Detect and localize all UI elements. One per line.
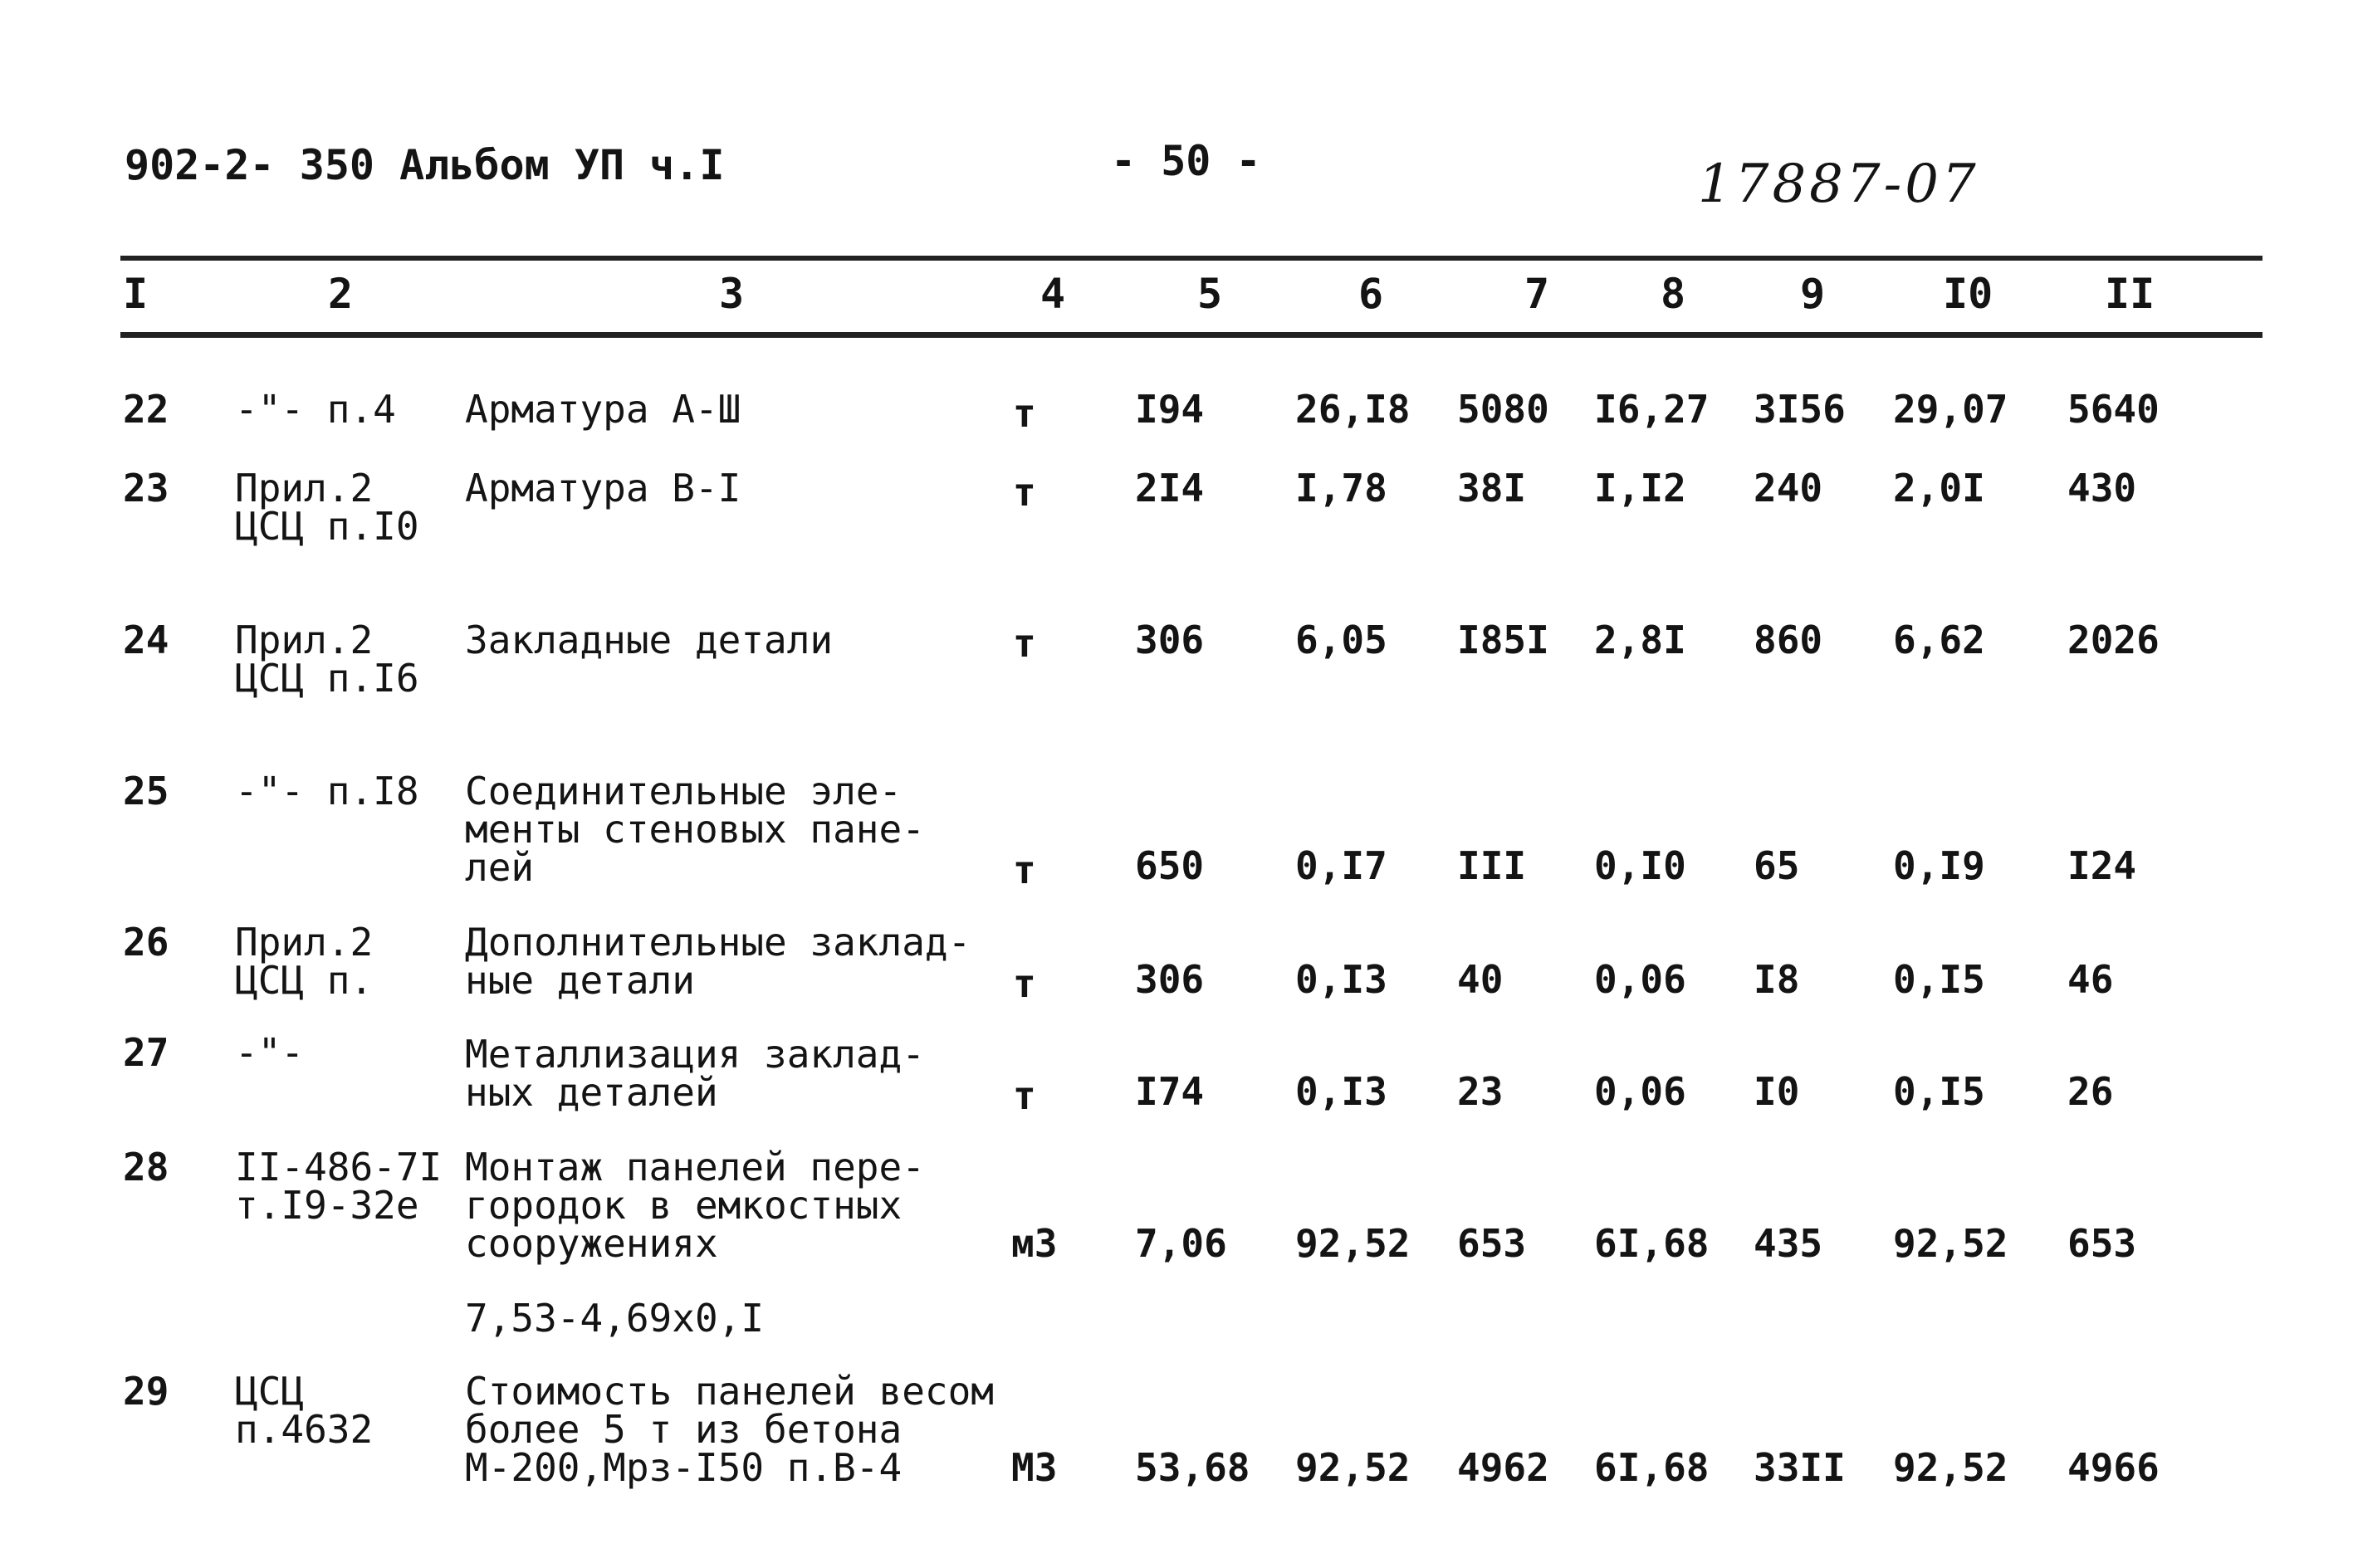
row-29-col5: 53,68	[1135, 1445, 1250, 1490]
row-24-col6: 6,05	[1295, 618, 1387, 662]
row-22-col11: 5640	[2067, 387, 2160, 432]
row-27-col10: 0,I5	[1893, 1069, 1985, 1114]
row-26-col11: 46	[2067, 957, 2114, 1002]
row-23-reference: Прил.2 ЦСЦ п.I0	[235, 466, 419, 549]
row-22-col8: I6,27	[1594, 387, 1710, 432]
row-25-col10: 0,I9	[1893, 843, 1985, 888]
row-28-col11: 653	[2067, 1221, 2137, 1266]
column-header-6: 6	[1358, 270, 1384, 318]
row-29-col7: 4962	[1457, 1445, 1549, 1490]
row-24-col7: I85I	[1457, 618, 1549, 662]
row-27-col6: 0,I3	[1295, 1069, 1387, 1114]
row-29-col10: 92,52	[1893, 1445, 2008, 1490]
row-22-col9: 3I56	[1754, 387, 1846, 432]
row-22-name: Арматура А-Ш	[465, 387, 741, 432]
row-29-col8: 6I,68	[1594, 1445, 1710, 1490]
column-header-10: I0	[1943, 270, 1993, 318]
row-26-col5: 306	[1135, 957, 1205, 1002]
row-22-reference: -"- п.4	[235, 387, 396, 432]
row-29-name: Стоимость панелей весом более 5 т из бетона М-200,Мрз-I50 п.В-4	[465, 1369, 994, 1490]
row-23-unit: т	[1013, 470, 1036, 515]
row-28-name: Монтаж панелей пере- городок в емкостных сооружениях	[465, 1145, 925, 1266]
row-28-col7: 653	[1457, 1221, 1527, 1266]
row-24-unit: т	[1013, 621, 1036, 666]
row-23-col7: 38I	[1457, 466, 1527, 510]
row-24-name: Закладные детали	[465, 618, 834, 662]
row-29-unit: М3	[1011, 1445, 1058, 1490]
row-23-col11: 430	[2067, 466, 2137, 510]
table-top-rule	[120, 256, 2262, 261]
row-29-number: 29	[123, 1369, 169, 1414]
row-25-col9: 65	[1754, 843, 1800, 888]
row-22-col10: 29,07	[1893, 387, 2008, 432]
row-26-name: Дополнительные заклад- ные детали	[465, 920, 971, 1003]
row-24-col10: 6,62	[1893, 618, 1985, 662]
row-25-unit: т	[1013, 848, 1036, 892]
row-27-name: Металлизация заклад- ных деталей	[465, 1032, 925, 1115]
row-24-col8: 2,8I	[1594, 618, 1686, 662]
row-26-reference: Прил.2 ЦСЦ п.	[235, 920, 374, 1003]
row-28-col6: 92,52	[1295, 1221, 1411, 1266]
row-27-col5: I74	[1135, 1069, 1205, 1114]
row-28-unit: м3	[1011, 1221, 1058, 1266]
row-25-col11: I24	[2067, 843, 2137, 888]
column-header-7: 7	[1524, 270, 1550, 318]
row-29-col9: 33II	[1754, 1445, 1846, 1490]
row-22-col7: 5080	[1457, 387, 1549, 432]
row-24-number: 24	[123, 618, 169, 662]
row-28-col8: 6I,68	[1594, 1221, 1710, 1266]
row-25-reference: -"- п.I8	[235, 769, 419, 813]
row-29-reference: ЦСЦ п.4632	[235, 1369, 374, 1452]
row-24-col9: 860	[1754, 618, 1823, 662]
row-23-col6: I,78	[1295, 466, 1387, 510]
row-28-calculation-note: 7,53-4,69х0,I	[465, 1296, 765, 1341]
column-header-1: I	[123, 270, 149, 318]
row-26-col10: 0,I5	[1893, 957, 1985, 1002]
row-23-name: Арматура В-I	[465, 466, 741, 510]
page-number: - 50 -	[1111, 137, 1261, 185]
row-28-reference: II-486-7I т.I9-32е	[235, 1145, 443, 1228]
row-24-reference: Прил.2 ЦСЦ п.I6	[235, 618, 419, 701]
column-header-11: II	[2105, 270, 2155, 318]
row-26-col8: 0,06	[1594, 957, 1686, 1002]
row-29-col6: 92,52	[1295, 1445, 1411, 1490]
row-25-col5: 650	[1135, 843, 1205, 888]
row-28-col5: 7,06	[1135, 1221, 1227, 1266]
column-header-4: 4	[1040, 270, 1066, 318]
row-23-col9: 240	[1754, 466, 1823, 510]
archive-number: 17887-07	[1698, 154, 1979, 215]
row-26-col6: 0,I3	[1295, 957, 1387, 1002]
table-header-rule	[120, 332, 2262, 338]
row-27-number: 27	[123, 1030, 169, 1075]
row-27-unit: т	[1013, 1073, 1036, 1118]
row-26-col7: 40	[1457, 957, 1504, 1002]
row-29-col11: 4966	[2067, 1445, 2160, 1490]
row-23-number: 23	[123, 466, 169, 510]
row-24-col11: 2026	[2067, 618, 2160, 662]
row-26-col9: I8	[1754, 957, 1800, 1002]
row-25-col7: III	[1457, 843, 1527, 888]
row-27-col11: 26	[2067, 1069, 2114, 1114]
column-header-8: 8	[1661, 270, 1686, 318]
row-25-col6: 0,I7	[1295, 843, 1387, 888]
row-25-name: Соединительные эле- менты стеновых пане- лей	[465, 769, 925, 890]
row-27-reference: -"-	[235, 1030, 305, 1075]
row-23-col8: I,I2	[1594, 466, 1686, 510]
row-27-col9: I0	[1754, 1069, 1800, 1114]
column-header-3: 3	[719, 270, 745, 318]
row-26-number: 26	[123, 920, 169, 965]
row-28-col9: 435	[1754, 1221, 1823, 1266]
row-24-col5: 306	[1135, 618, 1205, 662]
row-25-number: 25	[123, 769, 169, 813]
row-22-col5: I94	[1135, 387, 1205, 432]
row-22-unit: т	[1013, 391, 1036, 436]
column-header-2: 2	[328, 270, 354, 318]
row-28-number: 28	[123, 1145, 169, 1189]
row-28-col10: 92,52	[1893, 1221, 2008, 1266]
row-22-number: 22	[123, 387, 169, 432]
row-27-col7: 23	[1457, 1069, 1504, 1114]
column-header-9: 9	[1800, 270, 1826, 318]
row-23-col10: 2,0I	[1893, 466, 1985, 510]
row-27-col8: 0,06	[1594, 1069, 1686, 1114]
column-header-5: 5	[1197, 270, 1223, 318]
row-26-unit: т	[1013, 961, 1036, 1006]
row-23-col5: 2I4	[1135, 466, 1205, 510]
document-code: 902-2- 350 Альбом УП ч.I	[125, 141, 725, 189]
row-22-col6: 26,I8	[1295, 387, 1411, 432]
row-25-col8: 0,I0	[1594, 843, 1686, 888]
